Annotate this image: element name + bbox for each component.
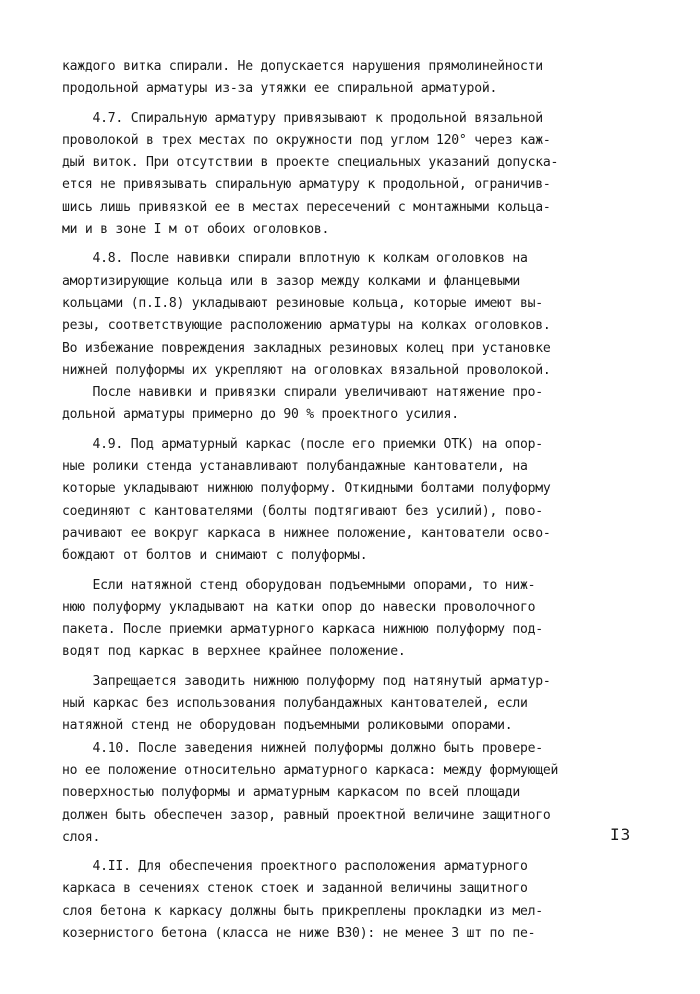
text-line: каждого витка спирали. Не допускается нарушения прямолинейности — [62, 59, 543, 74]
text-line: соединяют с кантователями (болты подтягивают без усилий), пово- — [62, 503, 543, 519]
text-line: нюю полуформу укладывают на катки опор до навески проволочного — [62, 599, 536, 615]
text-line: Если натяжной стенд оборудован подъемными опорами, то ниж- — [62, 577, 536, 593]
page-number: I3 — [610, 825, 632, 844]
text-line: должен быть обеспечен зазор, равный проектной величине защитного — [62, 807, 551, 823]
text-line: Запрещается заводить нижнюю полуформу под натянутый арматур- — [62, 673, 551, 689]
text-line: 4.9. Под арматурный каркас (после его приемки ОТК) на опор- — [62, 436, 543, 452]
body-text — [62, 56, 640, 945]
text-line: но ее положение относительно арматурного каркаса: между формующей — [62, 762, 559, 778]
text-line: пакета. После приемки арматурного каркаса нижнюю полуформу под- — [62, 622, 543, 638]
text-line: Во избежание повреждения закладных резиновых колец при установке — [62, 340, 551, 356]
text-line: шись лишь привязкой ее в местах пересечений с монтажными кольца- — [62, 199, 551, 215]
text-line: натяжной стенд не оборудован подъемными роликовыми опорами. — [62, 718, 513, 734]
text-line: дольной арматуры примерно до 90 % проектного усилия. — [62, 407, 459, 423]
text-line: нижней полуформы их укрепляют на оголовках вязальной проволокой. — [62, 362, 551, 378]
text-line: козернистого бетона (класса не ниже В30): не менее 3 шт по пе- — [62, 925, 536, 941]
text-line: резы, соответствующие расположению арматуры на колках оголовков. — [62, 318, 551, 334]
text-line: которые укладывают нижнюю полуформу. Откидными болтами полуформу — [62, 481, 551, 497]
text-line: слоя. — [62, 829, 101, 845]
text-line: После навивки и привязки спирали увеличивают натяжение про- — [62, 385, 543, 401]
text-line: 4.7. Спиральную арматуру привязывают к продольной вязальной — [62, 110, 543, 126]
text-line: амортизирующие кольца или в зазор между колками и фланцевыми — [62, 273, 520, 289]
text-line: поверхностью полуформы и арматурным каркасом по всей площади — [62, 785, 520, 801]
text-line: ные ролики стенда устанавливают полубандажные кантователи, на — [62, 459, 528, 475]
text-line: водят под каркас в верхнее крайнее положение. — [62, 644, 406, 660]
text-line: продольной арматуры из-за утяжки ее спиральной арматурой. — [62, 81, 498, 97]
text-line: дый виток. При отсутствии в проекте специальных указаний допуска- — [62, 155, 559, 171]
text-line: 4.10. После заведения нижней полуформы должно быть провере- — [62, 740, 543, 756]
text-line: ми и в зоне I м от обоих оголовков. — [62, 222, 330, 238]
text-line: бождают от болтов и снимают с полуформы. — [62, 548, 368, 564]
text-line: 4.II. Для обеспечения проектного расположения арматурного — [62, 859, 528, 875]
text-line: ный каркас без использования полубандажных кантователей, если — [62, 696, 528, 712]
text-line: ется не привязывать спиральную арматуру к продольной, ограничив- — [62, 177, 551, 193]
text-line: кольцами (п.I.8) укладывают резиновые кольца, которые имеют вы- — [62, 295, 543, 311]
text-line: слоя бетона к каркасу должны быть прикреплены прокладки из мел- — [62, 903, 543, 919]
text-line: проволокой в трех местах по окружности под углом 120° через каж- — [62, 132, 551, 148]
text-line: 4.8. После навивки спирали вплотную к колкам оголовков на — [62, 251, 528, 267]
text-line: рачивают ее вокруг каркаса в нижнее положение, кантователи осво- — [62, 525, 551, 541]
text-line: каркаса в сечениях стенок стоек и заданной величины защитного — [62, 881, 528, 897]
